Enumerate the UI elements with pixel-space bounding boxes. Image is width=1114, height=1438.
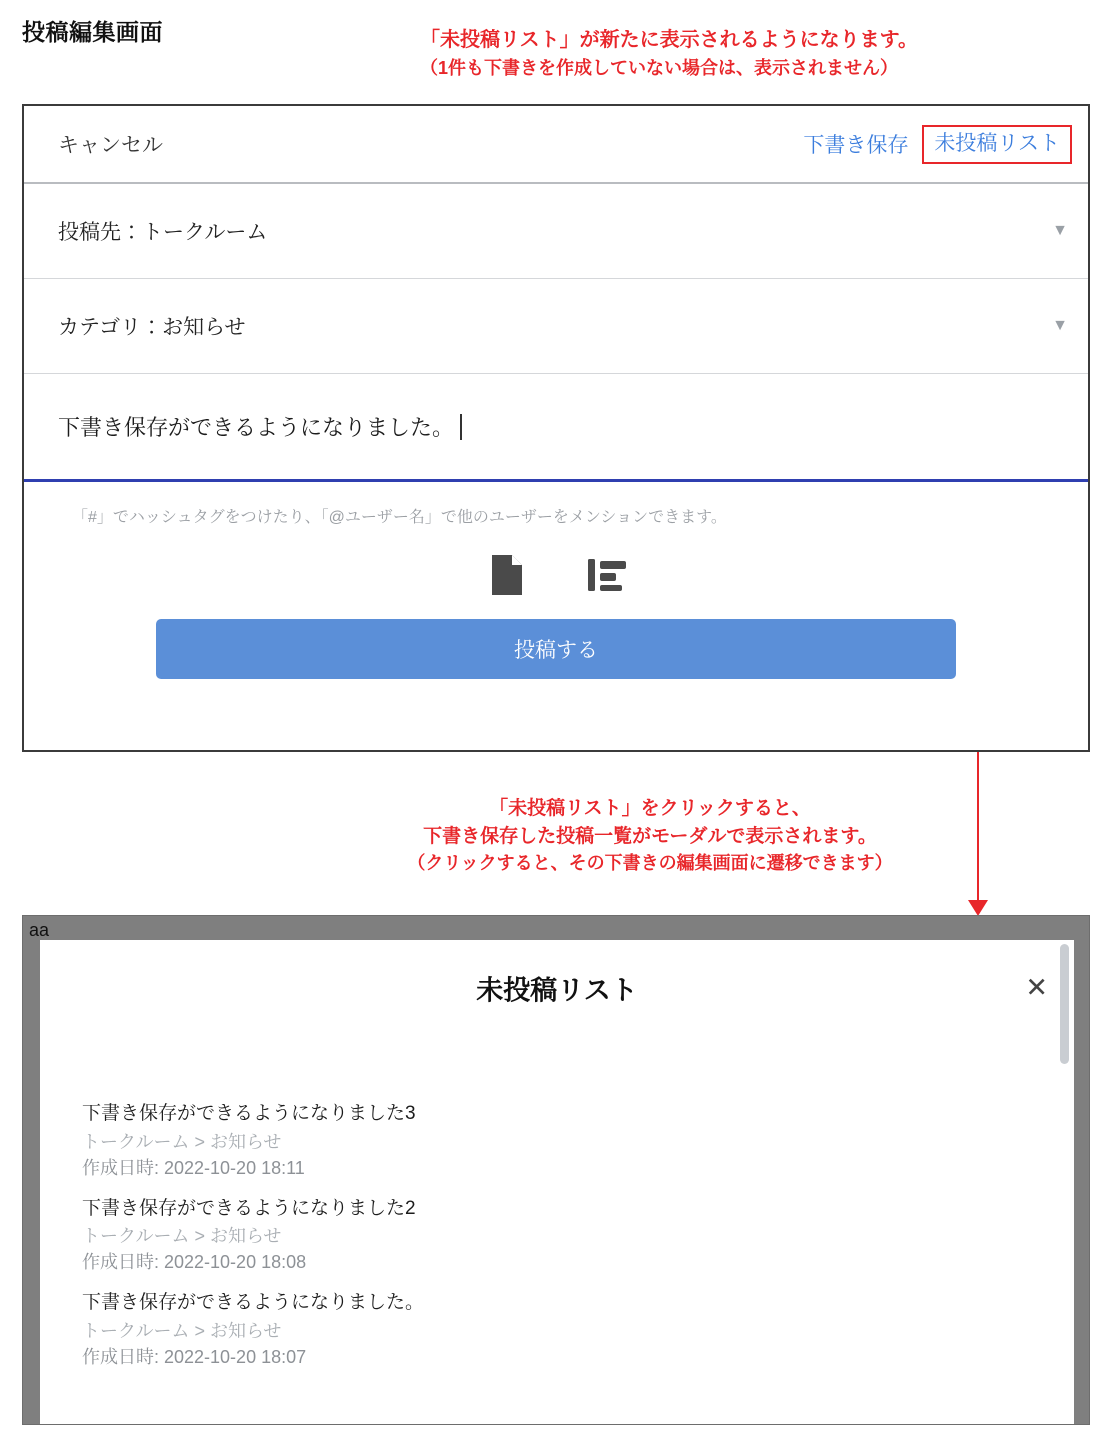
- list-item[interactable]: [82, 1289, 1074, 1370]
- annotation-top-line1: 「未投稿リスト」が新たに表示されるようになります。: [420, 29, 918, 51]
- category-select[interactable]: [24, 279, 1088, 374]
- draft-list-button[interactable]: 未投稿リスト: [922, 125, 1072, 164]
- post-body-text: 下書き保存ができるようになりました。: [58, 415, 455, 440]
- draft-path: トークルーム > お知らせ: [82, 1320, 282, 1341]
- destination-label: 投稿先：トークルーム: [58, 221, 268, 244]
- close-icon[interactable]: ✕: [1025, 972, 1048, 1003]
- poll-icon[interactable]: [586, 553, 624, 597]
- draft-list-modal: [40, 940, 1074, 1425]
- draft-date: 作成日時: 2022-10-20 18:07: [82, 1346, 307, 1367]
- page-title: 投稿編集画面: [22, 19, 163, 45]
- draft-list: [40, 1100, 1074, 1370]
- list-item[interactable]: [82, 1195, 1074, 1276]
- draft-date: 作成日時: 2022-10-20 18:08: [82, 1252, 307, 1273]
- chevron-down-icon: ▼: [1052, 222, 1068, 239]
- annotation-top-line2: （1件も下書きを作成していない場合は、表示されません）: [420, 58, 899, 78]
- file-icon[interactable]: [488, 553, 526, 597]
- draft-title: 下書き保存ができるようになりました2: [82, 1197, 416, 1219]
- input-hint: 「#」でハッシュタグをつけたり、「@ユーザー名」で他のユーザーをメンションできます。: [72, 509, 727, 526]
- text-cursor: [460, 414, 462, 440]
- save-draft-button[interactable]: 下書き保存: [803, 134, 909, 157]
- browser-url-chip: aa: [29, 920, 50, 940]
- draft-title: 下書き保存ができるようになりました3: [82, 1103, 416, 1124]
- submit-row: [24, 619, 1088, 679]
- modal-scrollbar[interactable]: [1060, 940, 1072, 1425]
- annotation-middle: [300, 795, 1000, 876]
- annotation-mid-line1: 「未投稿リスト」をクリックすると、: [489, 798, 811, 819]
- category-label: カテゴリ：お知らせ: [58, 316, 246, 339]
- cancel-button[interactable]: キャンセル: [58, 134, 163, 157]
- annotation-top: [420, 26, 1100, 81]
- modal-header: [40, 940, 1074, 1024]
- list-item[interactable]: [82, 1100, 1074, 1181]
- draft-date: 作成日時: 2022-10-20 18:11: [82, 1157, 305, 1178]
- annotation-connector-arrow: [968, 900, 988, 916]
- draft-list-modal-window: [22, 915, 1090, 1425]
- draft-path: トークルーム > お知らせ: [82, 1131, 282, 1152]
- draft-title: 下書き保存ができるようになりました。: [82, 1292, 425, 1314]
- chevron-down-icon: ▼: [1052, 317, 1068, 334]
- attachment-icons: [24, 553, 1088, 597]
- post-body-input[interactable]: [24, 374, 1088, 482]
- submit-post-button[interactable]: 投稿する: [156, 619, 956, 679]
- destination-select[interactable]: [24, 184, 1088, 279]
- draft-path: トークルーム > お知らせ: [82, 1226, 282, 1247]
- annotation-mid-line3: （クリックすると、その下書きの編集画面に遷移できます）: [407, 853, 893, 874]
- post-editor-panel: [22, 104, 1090, 752]
- editor-toolbar-right: [803, 125, 1072, 164]
- modal-title: 未投稿リスト: [476, 975, 638, 1006]
- editor-toolbar: [24, 106, 1088, 184]
- modal-scrollbar-thumb[interactable]: [1060, 944, 1069, 1064]
- annotation-mid-line2: 下書き保存した投稿一覧がモーダルで表示されます。: [423, 825, 877, 847]
